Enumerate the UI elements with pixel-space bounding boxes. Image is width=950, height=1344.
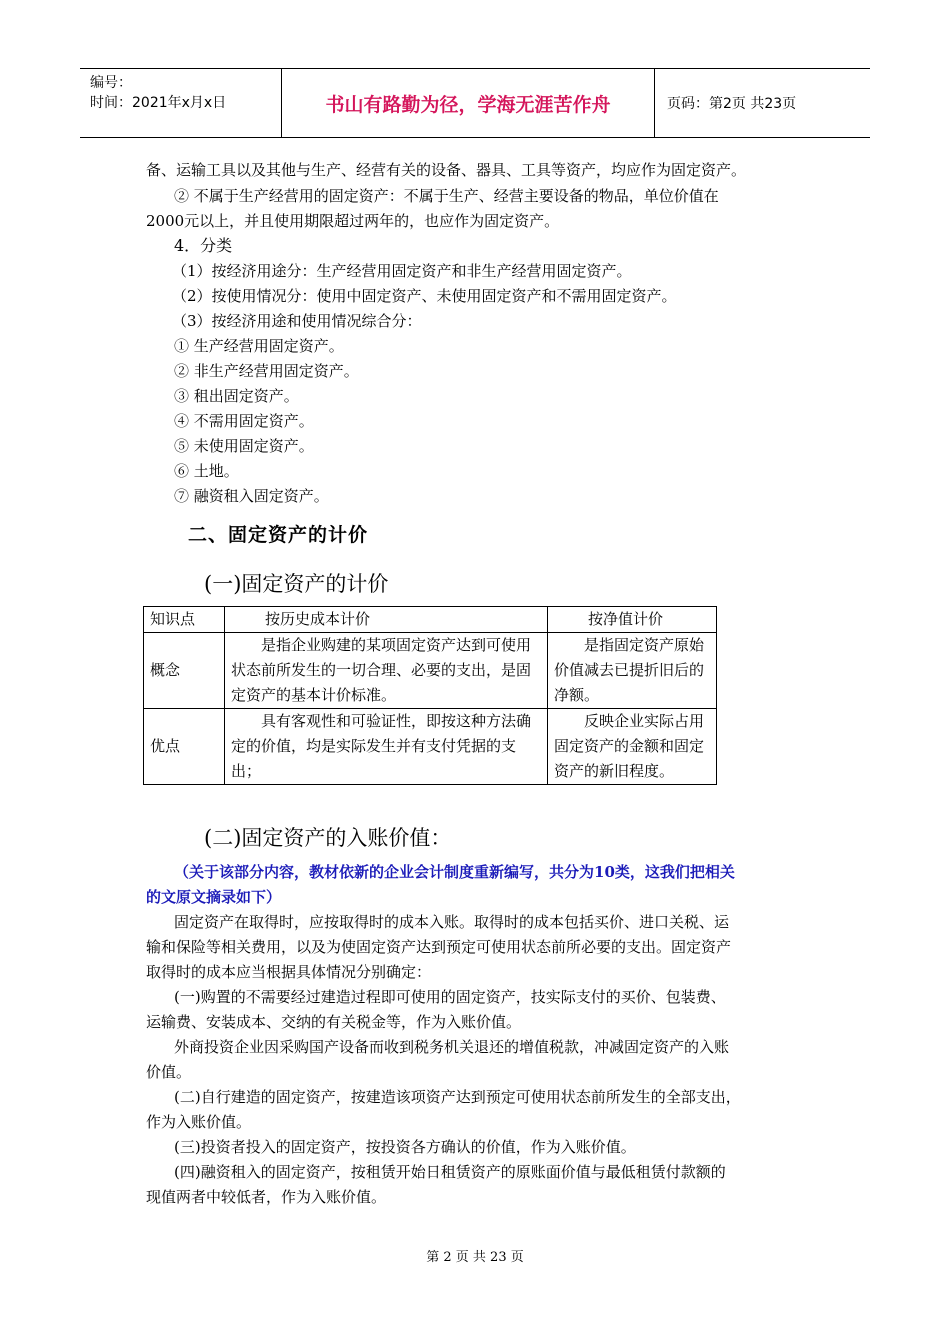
body-line: 现值两者中较低者，作为入账价值。 — [146, 1188, 387, 1206]
body-line: 作为入账价值。 — [146, 1113, 252, 1131]
list-item: ③ 租出固定资产。 — [174, 387, 299, 405]
header-meta — [80, 69, 282, 137]
table-row — [144, 633, 717, 709]
subsection-title-book-value: (二)固定资产的入账价值： — [204, 826, 452, 850]
body-line: 输和保险等相关费用，以及为使固定资产达到预定可使用状态前所必要的支出。固定资产 — [146, 938, 732, 956]
editor-note: （关于该部分内容，教材依新的企业会计制度重新编写，共分为10类，这我们把相关 — [174, 863, 735, 881]
body-line: 2000元以上，并且使用期限超过两年的，也应作为固定资产。 — [146, 212, 560, 230]
body-line: （2）按使用情况分：使用中固定资产、未使用固定资产和不需用固定资产。 — [172, 287, 677, 305]
body-line: 固定资产在取得时，应按取得时的成本入账。取得时的成本包括买价、进口关税、运 — [174, 913, 730, 931]
page-footer: 第 2 页 共 23 页 — [426, 1250, 524, 1265]
list-item: ④ 不需用固定资产。 — [174, 412, 314, 430]
table-row — [144, 607, 717, 633]
doc-id-label: 编号： — [90, 75, 132, 91]
body-line: (一)购置的不需要经过建造过程即可使用的固定资产，技实际支付的买价、包装费、 — [174, 988, 726, 1006]
table-row-label: 概念 — [144, 633, 225, 709]
valuation-table — [143, 606, 717, 785]
table-header-cell: 知识点 — [144, 607, 225, 633]
body-line: (三)投资者投入的固定资产，按投资各方确认的价值，作为入账价值。 — [174, 1138, 636, 1156]
list-item: ⑥ 土地。 — [174, 462, 239, 480]
list-item: ⑦ 融资租入固定资产。 — [174, 487, 329, 505]
list-item: ① 生产经营用固定资产。 — [174, 337, 344, 355]
body-line: 取得时的成本应当根据具体情况分别确定： — [146, 963, 432, 981]
editor-note: 的文原文摘录如下） — [146, 888, 282, 906]
table-cell: 具有客观性和可验证性，即按这种方法确定的价值，均是实际发生并有支付凭据的支出； — [225, 709, 548, 785]
table-row — [144, 709, 717, 785]
body-line: ② 不属于生产经营用的固定资产：不属于生产、经营主要设备的物品，单位价值在 — [174, 187, 719, 205]
page-header — [80, 68, 870, 138]
doc-time-label: 时间：2021年x月x日 — [90, 95, 227, 111]
body-line: 外商投资企业因采购国产设备而收到税务机关退还的增值税款，冲减固定资产的入账 — [174, 1038, 730, 1056]
body-line: 备、运输工具以及其他与生产、经营有关的设备、器具、工具等资产，均应作为固定资产。 — [146, 161, 747, 179]
header-motto: 书山有路勤为径，学海无涯苦作舟 — [282, 69, 655, 137]
table-cell: 是指固定资产原始价值减去已提折旧后的净额。 — [548, 633, 717, 709]
table-cell: 是指企业购建的某项固定资产达到可使用状态前所发生的一切合理、必要的支出，是固定资产的基本计价标准。 — [225, 633, 548, 709]
header-page-info: 页码：第2页 共23页 — [667, 96, 797, 112]
body-line: (四)融资租入的固定资产，按租赁开始日租赁资产的原账面价值与最低租赁付款额的 — [174, 1163, 726, 1181]
list-item: ⑤ 未使用固定资产。 — [174, 437, 314, 455]
table-cell: 反映企业实际占用固定资产的金额和固定资产的新旧程度。 — [548, 709, 717, 785]
body-line: （1）按经济用途分：生产经营用固定资产和非生产经营用固定资产。 — [172, 262, 632, 280]
subsection-title-valuation: (一)固定资产的计价 — [204, 572, 389, 596]
body-line: 运输费、安装成本、交纳的有关税金等，作为入账价值。 — [146, 1013, 522, 1031]
list-item: ② 非生产经营用固定资产。 — [174, 362, 359, 380]
table-header-cell: 按净值计价 — [548, 607, 717, 633]
body-line: (二)自行建造的固定资产，按建造该项资产达到预定可使用状态前所发生的全部支出， — [174, 1088, 741, 1106]
table-row-label: 优点 — [144, 709, 225, 785]
section-heading-classification: 4．分类 — [174, 236, 233, 255]
table-header-cell: 按历史成本计价 — [225, 607, 548, 633]
body-line: 价值。 — [146, 1063, 192, 1081]
body-line: （3）按经济用途和使用情况综合分： — [172, 312, 422, 330]
section-title: 二、固定资产的计价 — [188, 524, 369, 546]
